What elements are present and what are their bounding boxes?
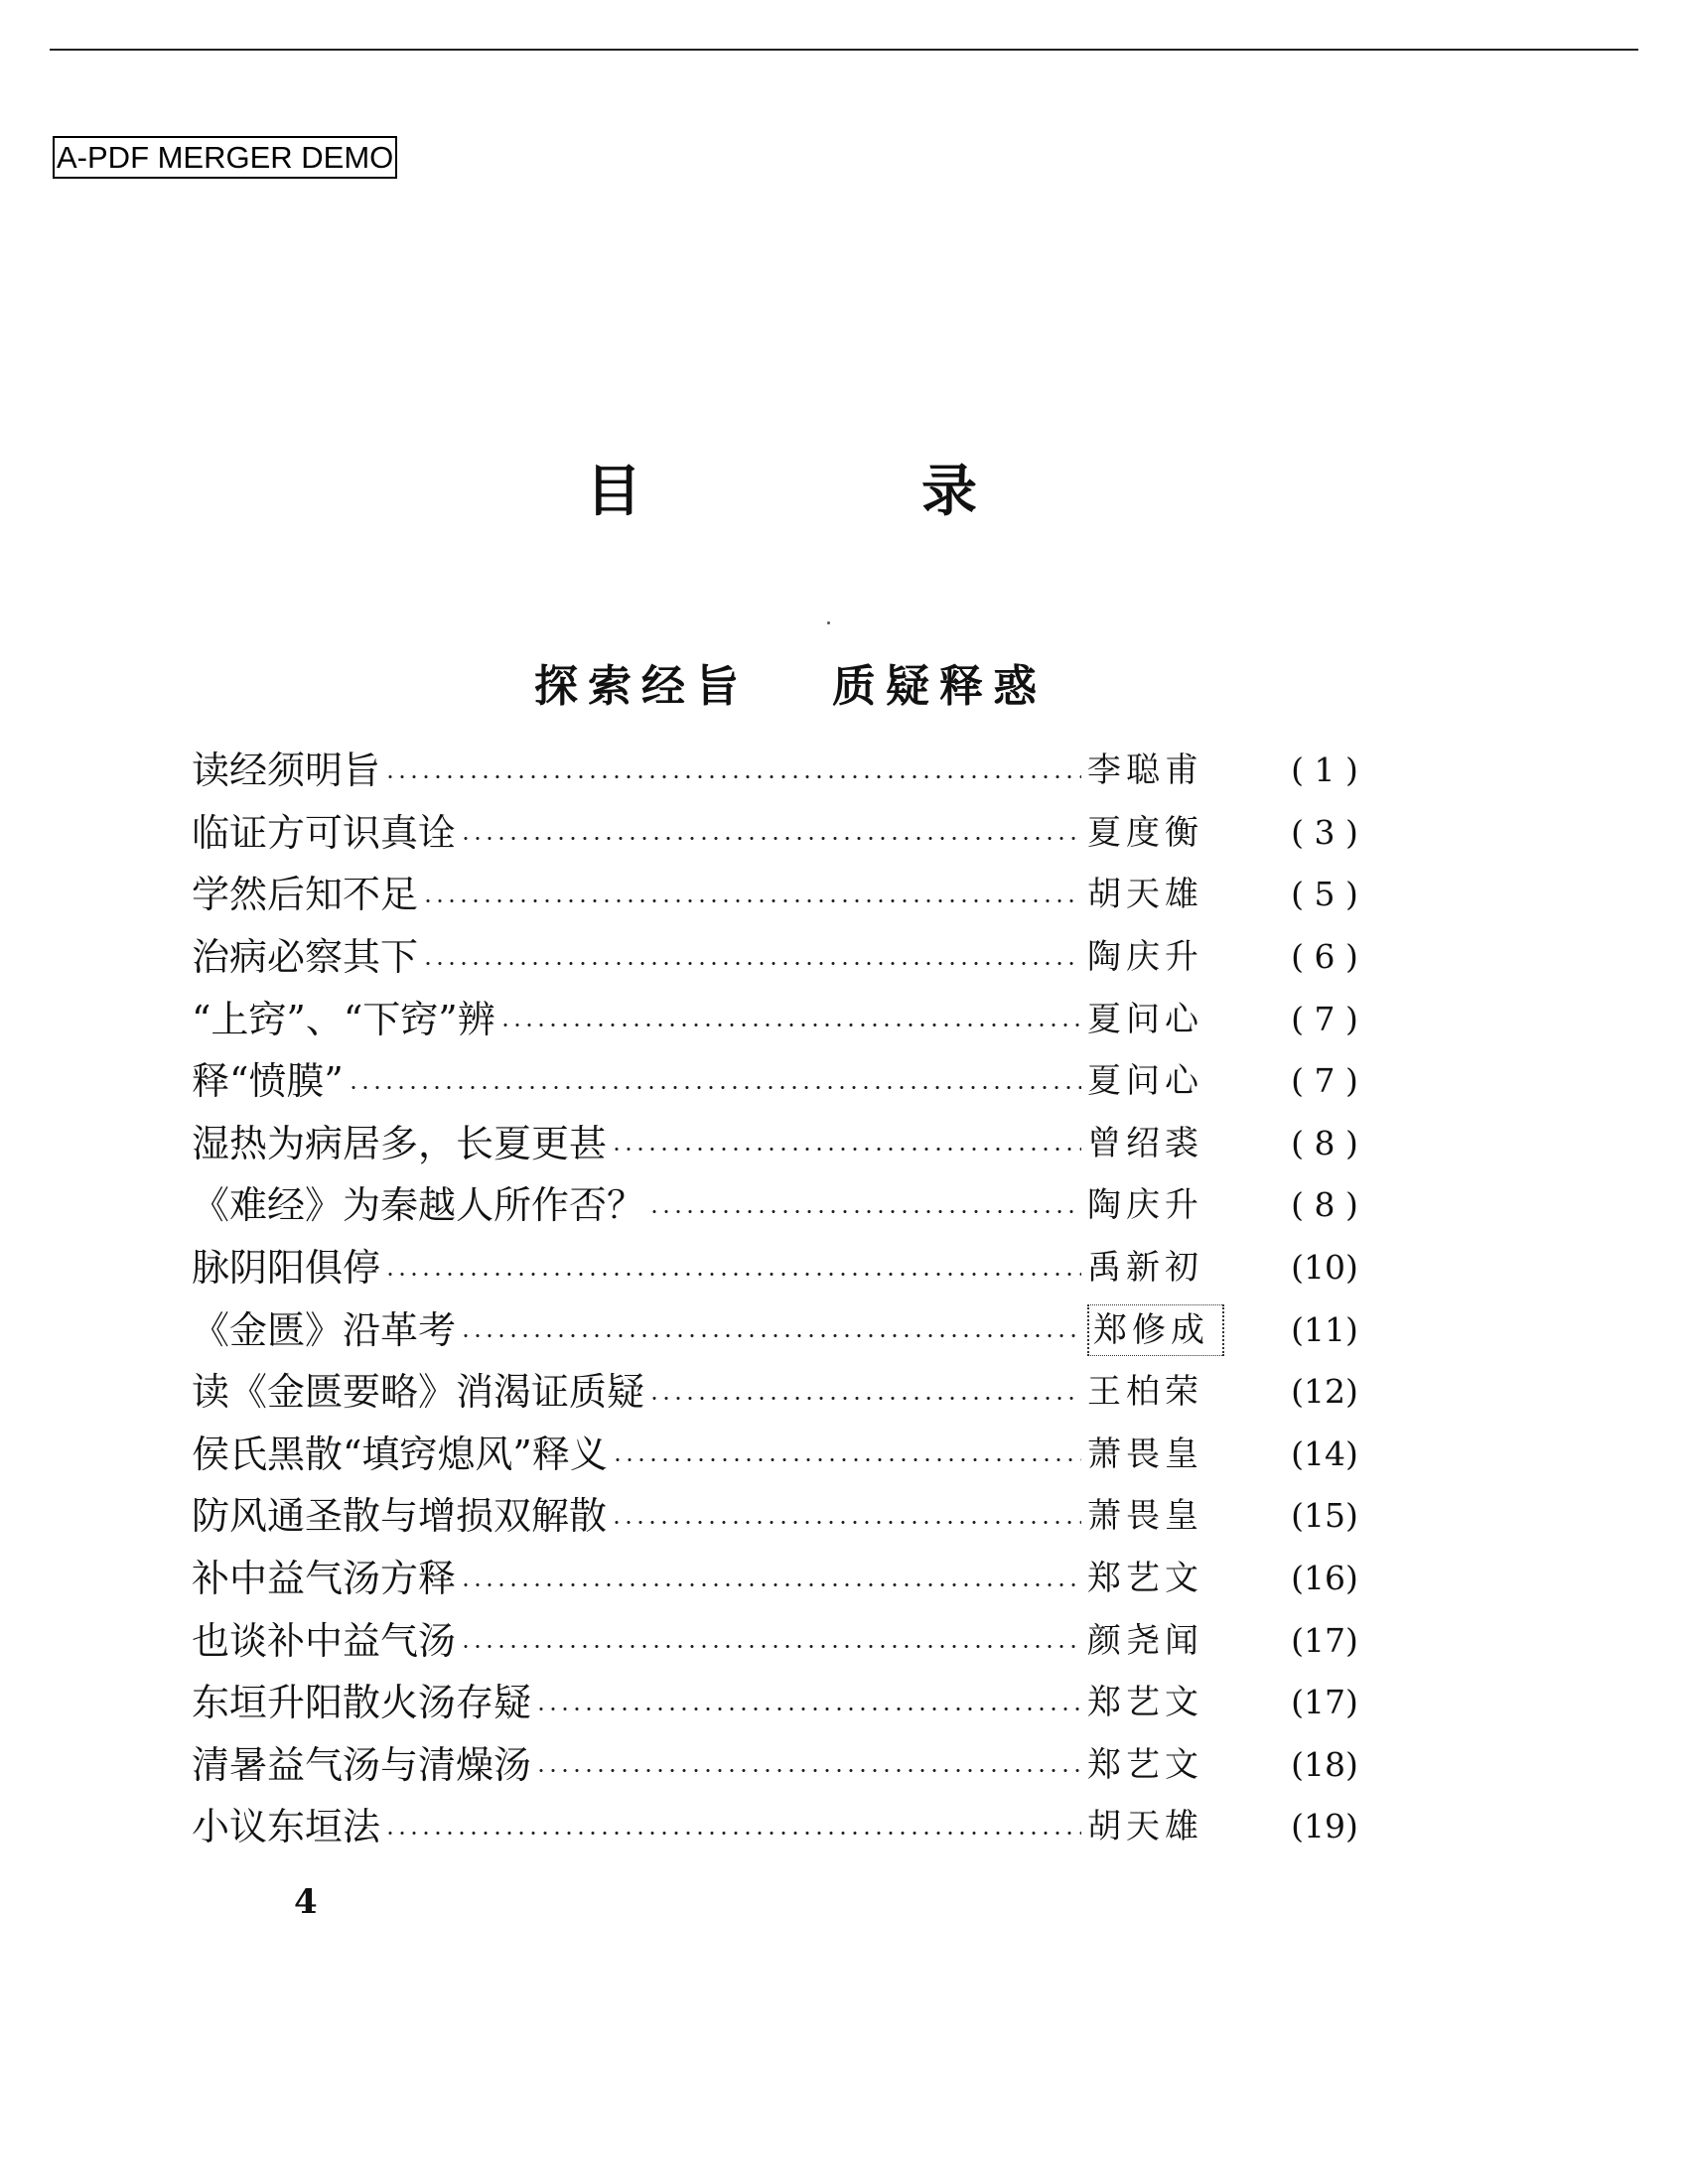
section-heading <box>0 657 1688 717</box>
title-char-lu: 录 <box>921 459 977 524</box>
toc-entry <box>192 926 1383 989</box>
toc-leader-dots <box>348 1086 1081 1089</box>
toc-entry <box>192 988 1383 1050</box>
toc-entry-title: 脉阴阳俱停 <box>192 1246 381 1291</box>
toc-entry-author: 郑艺文 <box>1087 1744 1203 1785</box>
toc-entry-title: 湿热为病居多，长夏更甚 <box>192 1121 608 1165</box>
toc-entry-page: (10) <box>1291 1248 1358 1288</box>
toc-entry-title: 补中益气汤方释 <box>192 1557 457 1601</box>
toc-entry <box>192 802 1383 865</box>
toc-entry-author: 郑艺文 <box>1087 1683 1203 1723</box>
toc-entry-page: ( 6 ) <box>1291 937 1358 977</box>
toc-leader-dots <box>648 1210 1081 1213</box>
section-heading-right: 质疑释惑 <box>832 661 1047 712</box>
toc-entry-title: 东垣升阳散火汤存疑 <box>192 1681 532 1725</box>
toc-leader-dots <box>648 1397 1081 1400</box>
toc-leader-dots <box>612 1458 1081 1461</box>
toc-entry-title: 《难经》为秦越人所作否？ <box>192 1183 645 1228</box>
toc-entry <box>192 1174 1383 1237</box>
toc-leader-dots <box>460 837 1081 840</box>
toc-leader-dots <box>422 899 1081 902</box>
toc-entry <box>192 1485 1383 1548</box>
toc-leader-dots <box>611 1148 1081 1151</box>
toc-entry-title: “上窍”、“下窍”辨 <box>192 997 495 1041</box>
toc-entry-author: 胡天雄 <box>1087 875 1203 915</box>
toc-entry-title: 清暑益气汤与清燥汤 <box>192 1742 532 1787</box>
toc-entry-author: 颜尧闻 <box>1087 1620 1203 1661</box>
toc-entry-author: 李聪甫 <box>1087 751 1203 791</box>
toc-entry <box>192 1796 1383 1858</box>
toc-entry-title: 小议东垣法 <box>192 1805 381 1849</box>
toc-entry-author: 夏问心 <box>1087 1061 1203 1102</box>
toc-entry-title: 释“愤膜” <box>192 1059 344 1104</box>
section-heading-left: 探索经旨 <box>534 661 749 712</box>
toc-entry-page: (15) <box>1291 1496 1358 1536</box>
toc-leader-dots <box>499 1024 1081 1026</box>
toc-entry-author: 陶庆升 <box>1087 1185 1203 1226</box>
toc-entry <box>192 1424 1383 1486</box>
toc-entry-title: 《金匮》沿革考 <box>192 1307 457 1352</box>
toc-entry-page: (16) <box>1291 1559 1358 1598</box>
top-rule <box>50 49 1638 51</box>
toc-entry-page: (18) <box>1291 1744 1358 1784</box>
toc-entry-page: (11) <box>1291 1309 1358 1349</box>
toc-entry-author: 胡天雄 <box>1087 1807 1203 1847</box>
toc-leader-dots <box>535 1707 1081 1710</box>
toc-entry-page: (19) <box>1291 1807 1358 1846</box>
toc-leader-dots <box>422 962 1081 965</box>
toc-leader-dots <box>384 775 1081 778</box>
toc-entry-title: 学然后知不足 <box>192 873 419 917</box>
title-char-mu: 目 <box>586 459 641 524</box>
toc-entry-author: 郑艺文 <box>1087 1559 1203 1599</box>
page-title <box>0 457 1688 526</box>
toc-entry-title: 临证方可识真诠 <box>192 810 457 855</box>
toc-entry-title: 侯氏黑散“填窍熄风”释义 <box>192 1432 608 1476</box>
toc-entry <box>192 1237 1383 1299</box>
toc-entry-page: (17) <box>1291 1620 1358 1660</box>
toc-entry-page: ( 1 ) <box>1291 751 1358 790</box>
toc-entry-author: 曾绍裘 <box>1087 1123 1203 1163</box>
toc-entry <box>192 864 1383 926</box>
toc-leader-dots <box>535 1769 1081 1772</box>
toc-entry-page: (12) <box>1291 1372 1358 1412</box>
toc-entry-title: 防风通圣散与增损双解散 <box>192 1494 608 1539</box>
toc-leader-dots <box>460 1583 1081 1586</box>
page-number: 4 <box>294 1882 318 1922</box>
toc-entry-title: 读《金匮要略》消渴证质疑 <box>192 1370 645 1415</box>
toc-entry-page: (17) <box>1291 1683 1358 1722</box>
toc-entry-page: (14) <box>1291 1433 1358 1473</box>
toc-entry <box>192 1361 1383 1424</box>
stray-dot <box>827 621 830 624</box>
toc-entry-page: ( 7 ) <box>1291 1061 1358 1101</box>
toc-entry <box>192 1050 1383 1113</box>
toc-entry <box>192 1609 1383 1672</box>
toc-entry-title: 治病必察其下 <box>192 935 419 980</box>
toc-entry-page: ( 7 ) <box>1291 999 1358 1038</box>
toc-entry-author: 夏度衡 <box>1087 812 1203 853</box>
toc-entry-author: 郑修成 <box>1087 1304 1224 1356</box>
toc-entry-author: 萧畏皇 <box>1087 1433 1203 1474</box>
toc-entry-author: 夏问心 <box>1087 999 1203 1039</box>
toc-entry <box>192 1734 1383 1797</box>
toc-leader-dots <box>384 1832 1081 1835</box>
toc-entry-page: ( 8 ) <box>1291 1123 1358 1162</box>
toc-entry <box>192 1548 1383 1610</box>
toc-entry <box>192 1113 1383 1175</box>
toc-entry-title: 也谈补中益气汤 <box>192 1618 457 1663</box>
toc-entry-author: 禹新初 <box>1087 1248 1203 1289</box>
toc-entry-page: ( 5 ) <box>1291 875 1358 914</box>
toc-entry <box>192 1672 1383 1734</box>
toc-leader-dots <box>611 1521 1081 1524</box>
toc-entry-author: 萧畏皇 <box>1087 1496 1203 1537</box>
toc-entry <box>192 1298 1383 1361</box>
toc-entry-author: 王柏荣 <box>1087 1372 1203 1413</box>
toc-leader-dots <box>460 1645 1081 1648</box>
toc-entry-page: ( 3 ) <box>1291 812 1358 852</box>
watermark-stamp: A-PDF MERGER DEMO <box>53 136 397 179</box>
toc-entry <box>192 740 1383 802</box>
toc-entry-page: ( 8 ) <box>1291 1185 1358 1225</box>
toc-leader-dots <box>384 1273 1081 1276</box>
toc-leader-dots <box>460 1334 1081 1337</box>
toc-entry-author: 陶庆升 <box>1087 937 1203 978</box>
toc-list <box>192 740 1383 1858</box>
toc-entry-title: 读经须明旨 <box>192 749 381 793</box>
